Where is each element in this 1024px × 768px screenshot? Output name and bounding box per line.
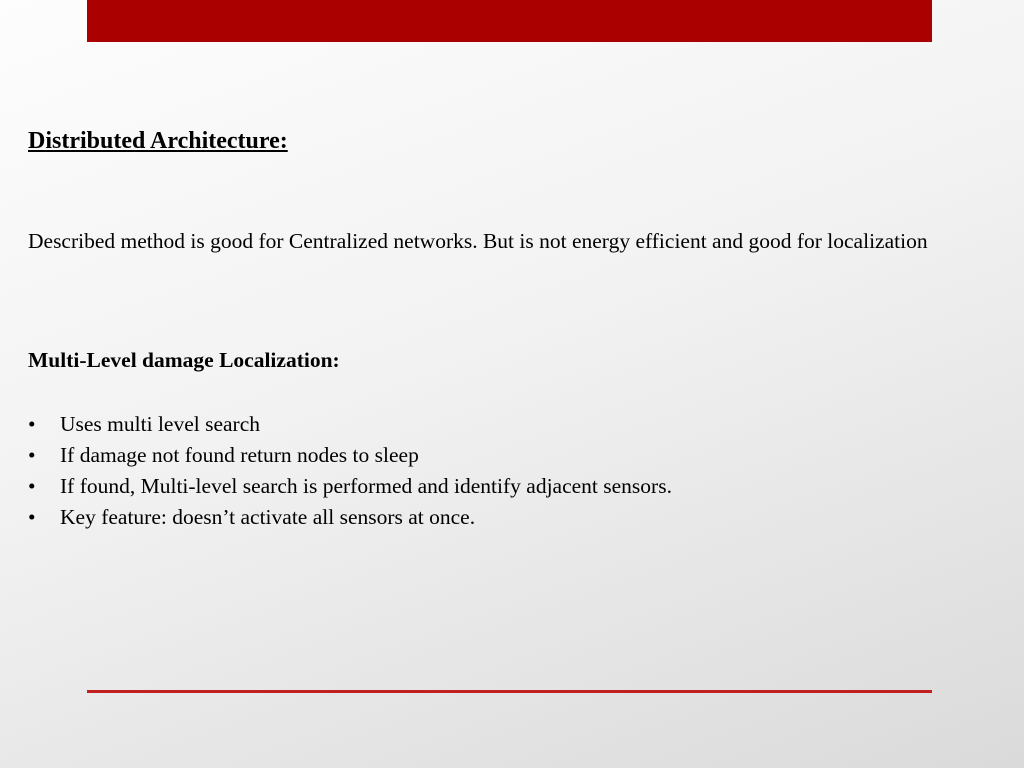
bullet-item [28, 502, 672, 533]
bullet-icon: • [28, 474, 36, 498]
bullet-text: Key feature: doesn’t activate all sensors at once. [60, 505, 476, 529]
bullet-list [28, 409, 672, 533]
bullet-text: Uses multi level search [60, 412, 261, 436]
section-heading: Distributed Architecture: [28, 128, 288, 154]
description-paragraph: Described method is good for Centralized networks. But is not energy efficient and good for localization [28, 229, 928, 253]
bullet-icon: • [28, 505, 36, 529]
bullet-text: If found, Multi-level search is performed and identify adjacent sensors. [60, 474, 672, 498]
bullet-icon: • [28, 412, 36, 436]
subsection-heading: Multi-Level damage Localization: [28, 348, 340, 372]
bullet-text: If damage not found return nodes to sleep [60, 443, 419, 467]
bullet-item [28, 471, 672, 502]
bullet-icon: • [28, 443, 36, 467]
bullet-item [28, 440, 672, 471]
bullet-item [28, 409, 672, 440]
bottom-divider [87, 690, 932, 693]
top-accent-bar [87, 0, 932, 42]
